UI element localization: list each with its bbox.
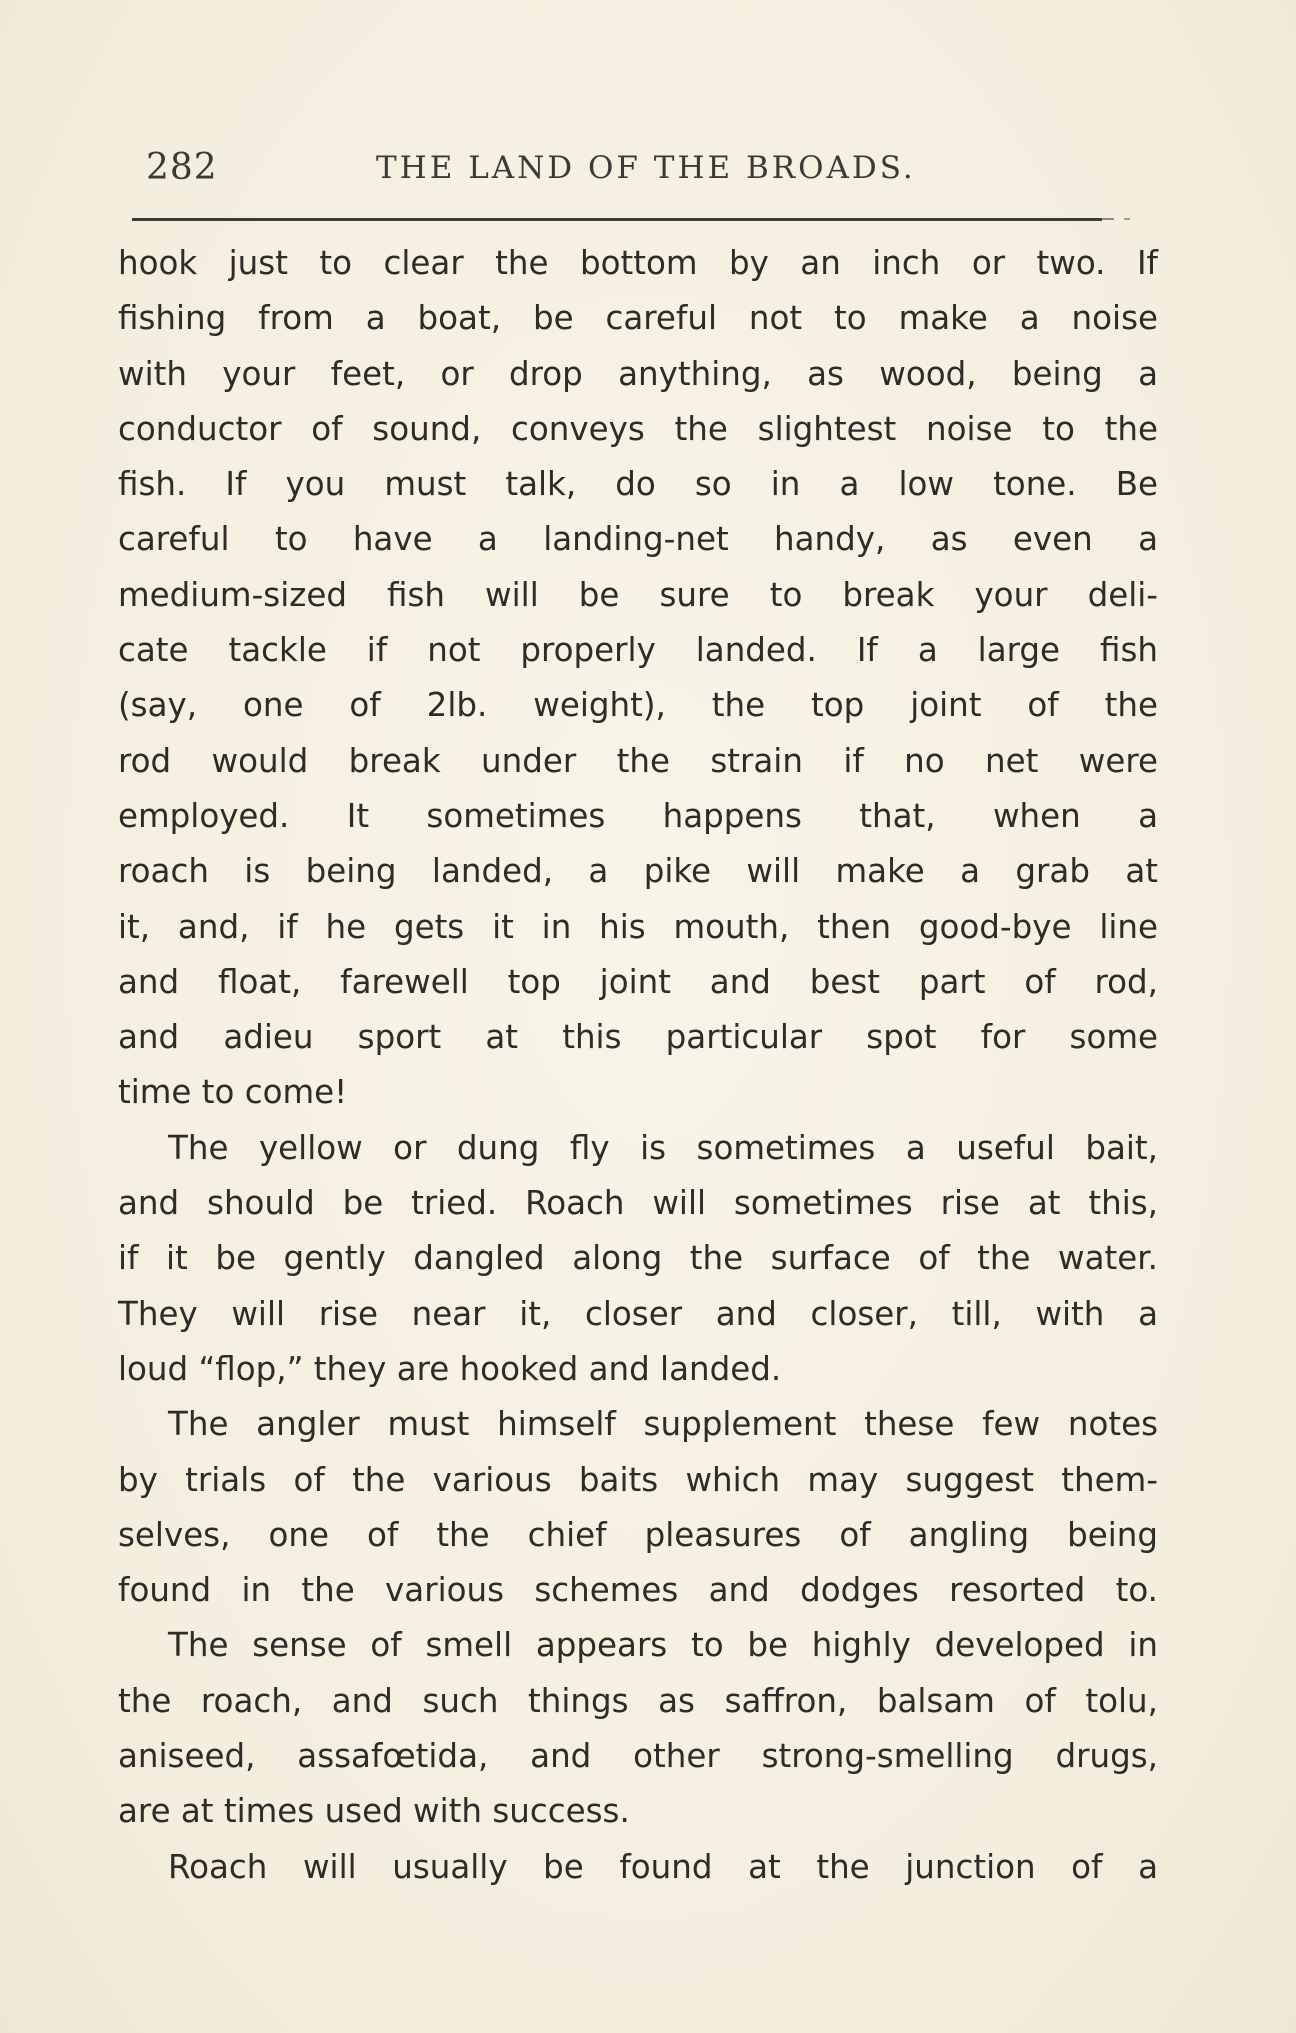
text-line: by trials of the various baits which may suggest them- (118, 1460, 1158, 1499)
text-line: it, and, if he gets it in his mouth, then good-bye line (118, 907, 1158, 946)
page-header (146, 147, 1116, 197)
text-line: The yellow or dung fly is sometimes a useful bait, (168, 1128, 1158, 1167)
text-line: and adieu sport at this particular spot for some (118, 1018, 1158, 1057)
text-line: conductor of sound, conveys the slightest noise to the (118, 409, 1158, 448)
text-line: are at times used with success. (118, 1792, 630, 1831)
text-line: employed. It sometimes happens that, when a (118, 796, 1158, 835)
text-line: and float, farewell top joint and best part of rod, (118, 962, 1158, 1001)
text-line: roach is being landed, a pike will make a grab at (118, 852, 1158, 891)
text-line: time to come! (118, 1073, 348, 1112)
text-line: selves, one of the chief pleasures of angling being (118, 1515, 1158, 1554)
text-line: They will rise near it, closer and closer, till, with a (118, 1294, 1158, 1333)
text-line: The sense of smell appears to be highly developed in (168, 1626, 1158, 1665)
text-line: rod would break under the strain if no net were (118, 741, 1158, 780)
text-line: if it be gently dangled along the surface of the water. (118, 1239, 1158, 1278)
text-line: Roach will usually be found at the junction of a (168, 1847, 1158, 1886)
text-line: loud “flop,” they are hooked and landed. (118, 1349, 782, 1388)
header-rule-tail (1102, 218, 1138, 220)
text-line: fish. If you must talk, do so in a low tone. Be (118, 465, 1158, 504)
text-line: fishing from a boat, be careful not to make a noise (118, 299, 1158, 338)
text-line: careful to have a landing-net handy, as even a (118, 520, 1158, 559)
header-rule (132, 218, 1102, 221)
text-line: aniseed, assafœtida, and other strong-smelling drugs, (118, 1737, 1158, 1776)
text-line: found in the various schemes and dodges resorted to. (118, 1571, 1158, 1610)
running-title: THE LAND OF THE BROADS. (376, 150, 916, 186)
text-line: and should be tried. Roach will sometimes rise at this, (118, 1184, 1158, 1223)
text-line: The angler must himself supplement these few notes (168, 1405, 1158, 1444)
text-line: medium-sized fish will be sure to break your deli- (118, 575, 1158, 614)
text-line: hook just to clear the bottom by an inch or two. If (118, 244, 1158, 282)
text-line: cate tackle if not properly landed. If a large fish (118, 631, 1158, 670)
body-text (118, 236, 1158, 1895)
text-line: (say, one of 2lb. weight), the top joint of the (118, 686, 1158, 725)
text-line: with your feet, or drop anything, as wood, being a (118, 354, 1158, 393)
text-line: the roach, and such things as saffron, balsam of tolu, (118, 1681, 1158, 1720)
page-number: 282 (146, 147, 218, 188)
